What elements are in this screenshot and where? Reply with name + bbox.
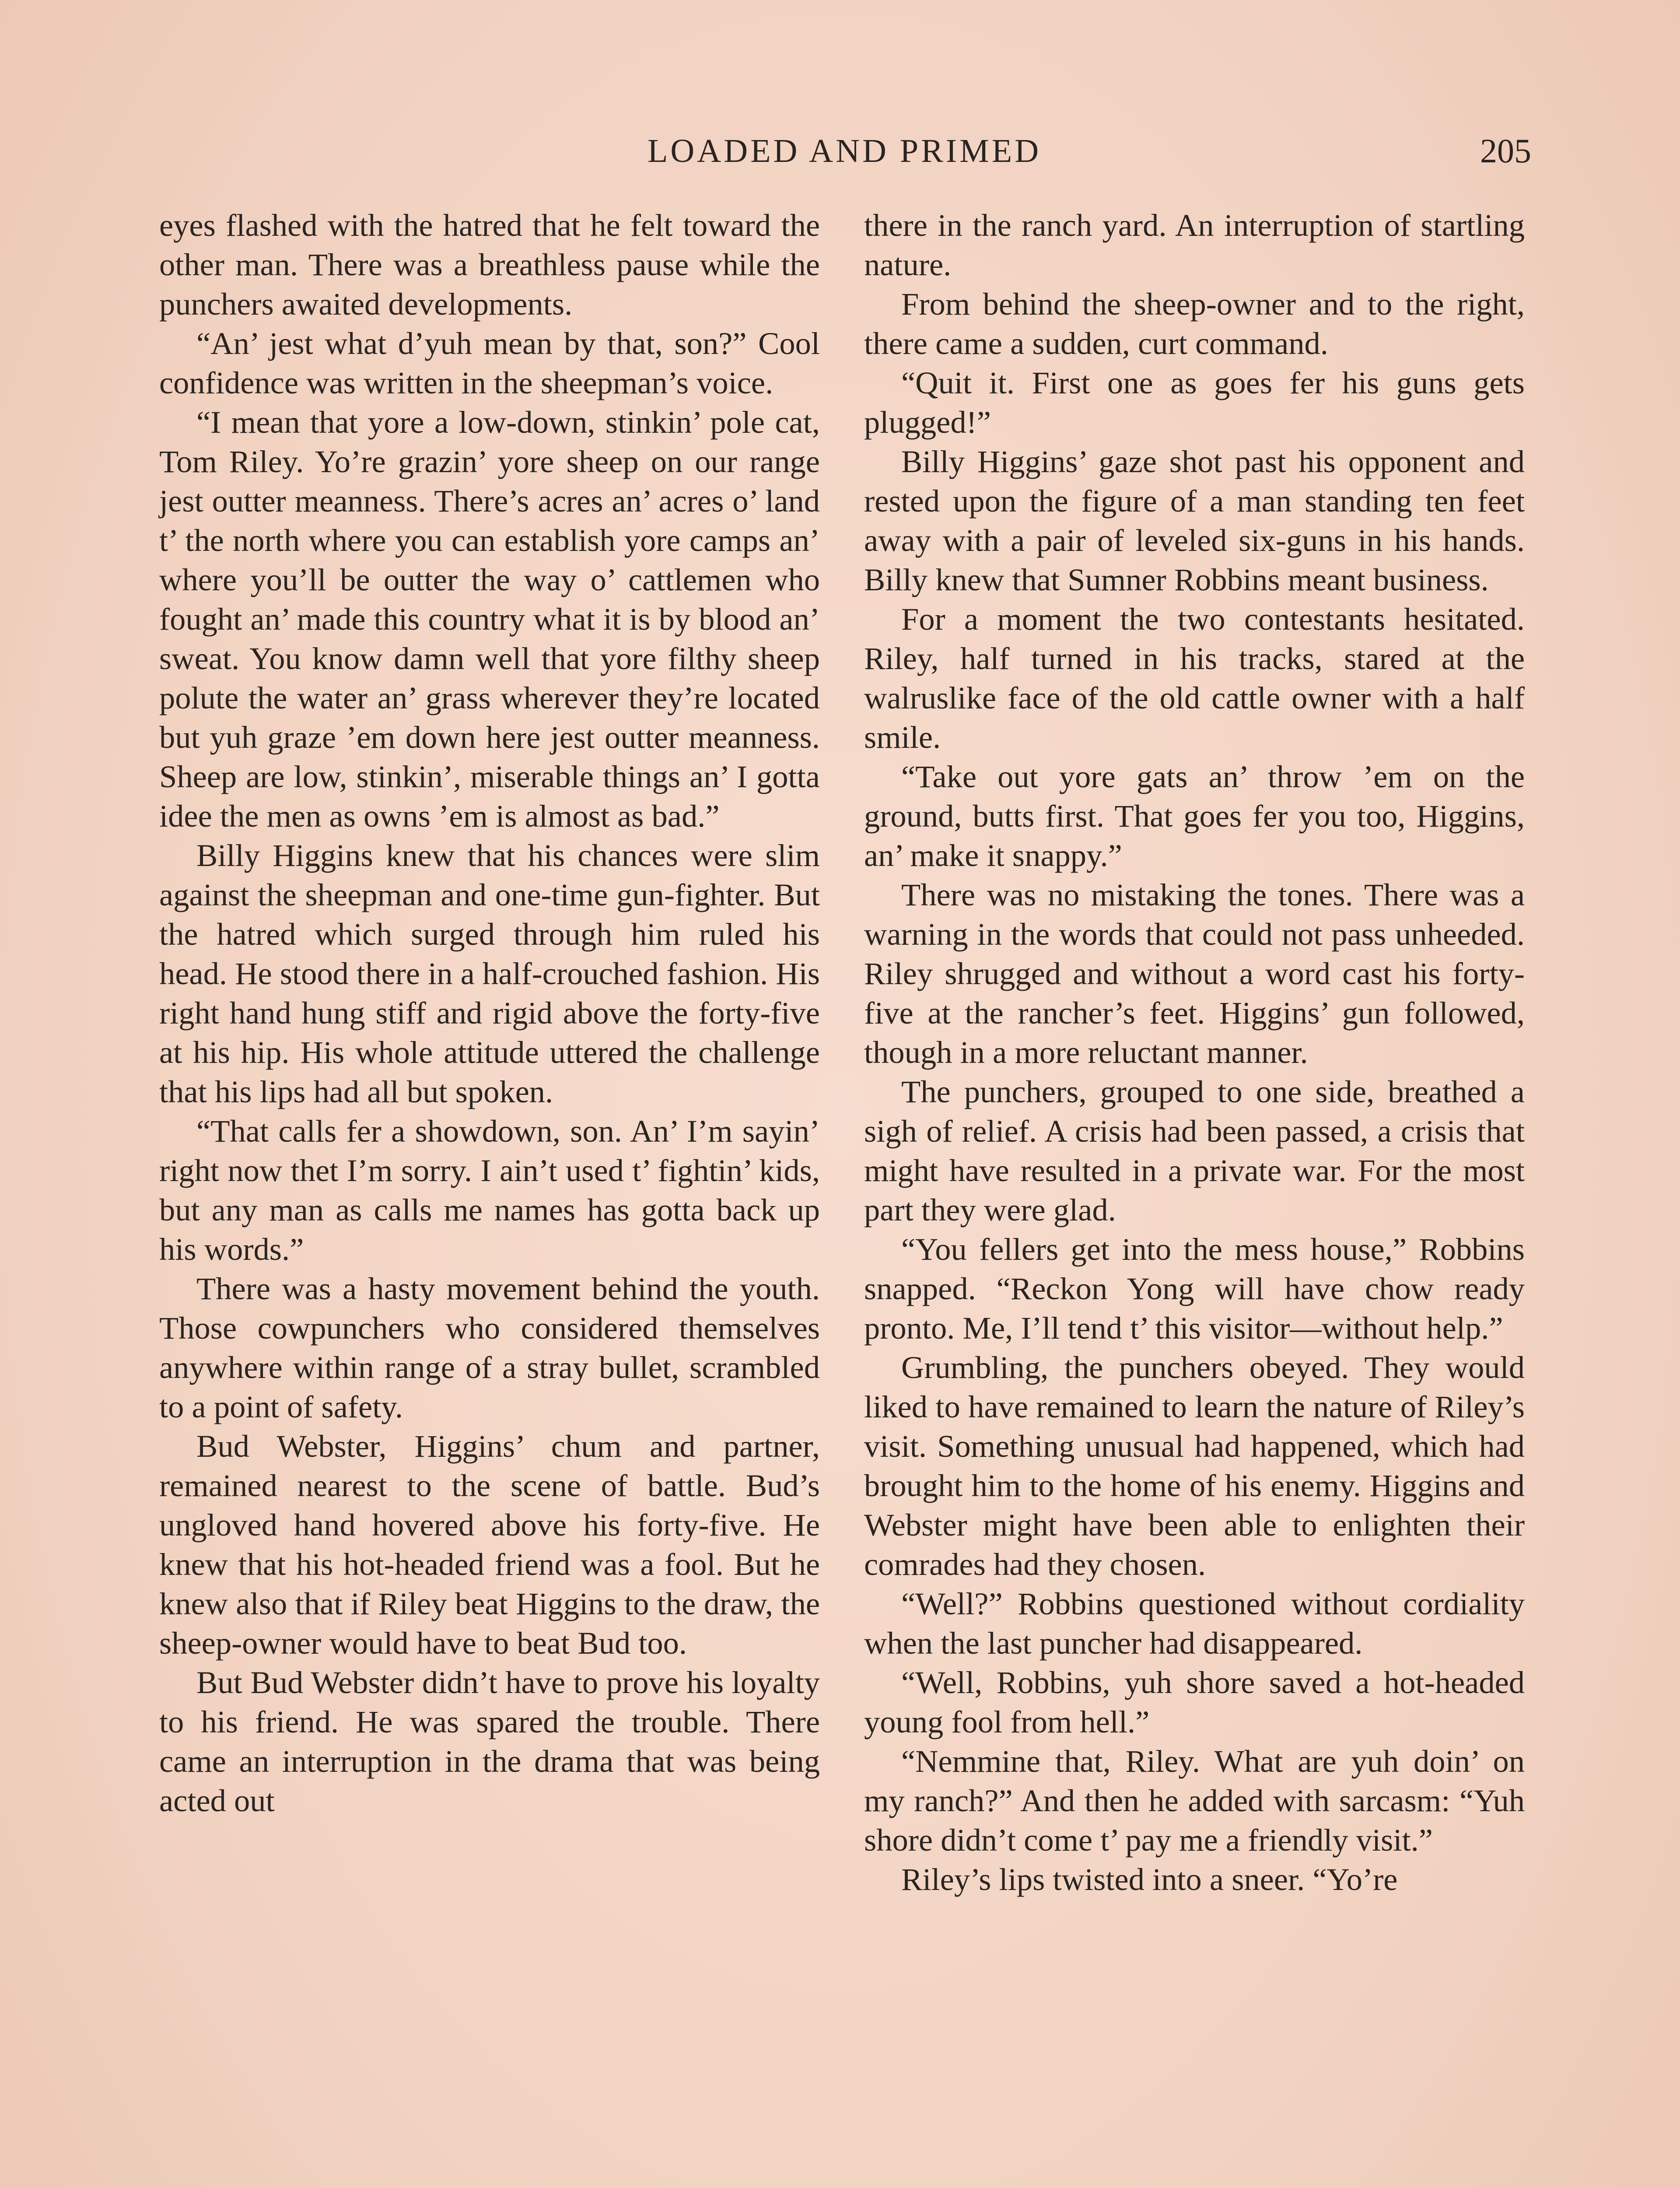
paragraph: eyes flashed with the hatred that he felt toward the other man. There was a breathless pause while the punchers awaited developments. (159, 207, 820, 322)
paragraph: “Nemmine that, Riley. What are yuh doin’ on my ranch?” And then he added with sarcasm: “Yuh shore didn’t come t’ pay me a friendly visit.” (864, 1743, 1525, 1858)
paragraph: There was a hasty movement behind the youth. Those cowpunchers who considered themselves anywhere within range of a stray bullet, scrambled to a point of safety. (159, 1271, 820, 1424)
paragraph: “I mean that yore a low-down, stinkin’ pole cat, Tom Riley. Yo’re grazin’ yore sheep on our range jest outter meanness. There’s acres an’ acres o’ land t’ the north where you can establish yore camps an’ where you’ll be outter the way o’ cattlemen who fought an’ made this country what it is by blood an’ sweat. You know damn well that yore filthy sheep polute the water an’ grass wherever they’re located but yuh graze ’em down here jest outter meanness. Sheep are low, stinkin’, miserable things an’ I gotta idee the men as owns ’em is almost as bad.” (159, 404, 820, 834)
paragraph: “Well, Robbins, yuh shore saved a hot-headed young fool from hell.” (864, 1665, 1525, 1739)
paragraph: “That calls fer a showdown, son. An’ I’m sayin’ right now thet I’m sorry. I ain’t used t’ fightin’ kids, but any man as calls me names has gotta back up his words.” (159, 1113, 820, 1267)
running-title: LOADED AND PRIMED (648, 133, 1041, 169)
paragraph: Billy Higgins’ gaze shot past his opponent and rested upon the figure of a man standing ten feet away with a pair of leveled six-guns in his hands. Billy knew that Sumner Robbins meant business. (864, 444, 1525, 597)
page-header (158, 123, 1531, 179)
paragraph: there in the ranch yard. An interruption of startling nature. (864, 207, 1525, 282)
paragraph: The punchers, grouped to one side, breathed a sigh of relief. A crisis had been passed, a crisis that might have resulted in a private war. For the most part they were glad. (864, 1074, 1525, 1227)
left-column (159, 206, 820, 1820)
paragraph: But Bud Webster didn’t have to prove his loyalty to his friend. He was spared the trouble. There came an interruption in the drama that was being acted out (159, 1665, 820, 1818)
paragraph: “Well?” Robbins questioned without cordiality when the last puncher had disappeared. (864, 1586, 1525, 1661)
paragraph: There was no mistaking the tones. There was a warning in the words that could not pass unheeded. Riley shrugged and without a word cast his forty-five at the rancher’s feet. Higgins’ gun followed, though in a more reluctant manner. (864, 877, 1525, 1070)
paragraph: “Take out yore gats an’ throw ’em on the ground, butts first. That goes fer you too, Higgins, an’ make it snappy.” (864, 759, 1525, 873)
page-number: 205 (1480, 132, 1531, 170)
paragraph: “You fellers get into the mess house,” Robbins snapped. “Reckon Yong will have chow ready pronto. Me, I’ll tend t’ this visitor—without help.” (864, 1231, 1525, 1346)
paragraph: “An’ jest what d’yuh mean by that, son?” Cool confidence was written in the sheepman’s voice. (159, 326, 820, 400)
paragraph: Grumbling, the punchers obeyed. They would liked to have remained to learn the nature of Riley’s visit. Something unusual had happened, which had brought him to the home of his enemy. Higgins and Webster might have been able to enlighten their comrades had they chosen. (864, 1350, 1525, 1582)
paragraph: “Quit it. First one as goes fer his guns gets plugged!” (864, 365, 1525, 440)
paragraph: Riley’s lips twisted into a sneer. “Yo’re (901, 1862, 1398, 1897)
paragraph: Billy Higgins knew that his chances were slim against the sheepman and one-time gun-fighter. But the hatred which surged through him ruled his head. He stood there in a half-crouched fashion. His right hand hung stiff and rigid above the forty-five at his hip. His whole attitude uttered the challenge that his lips had all but spoken. (159, 838, 820, 1109)
paragraph: From behind the sheep-owner and to the right, there came a sudden, curt command. (864, 286, 1525, 361)
paragraph: For a moment the two contestants hesitated. Riley, half turned in his tracks, stared at the walruslike face of the old cattle owner with a half smile. (864, 601, 1525, 755)
right-column (864, 206, 1525, 1899)
paragraph: Bud Webster, Higgins’ chum and partner, remained nearest to the scene of battle. Bud’s ungloved hand hovered above his forty-five. He knew that his hot-headed friend was a fool. But he knew also that if Riley beat Higgins to the draw, the sheep-owner would have to beat Bud too. (159, 1428, 820, 1661)
